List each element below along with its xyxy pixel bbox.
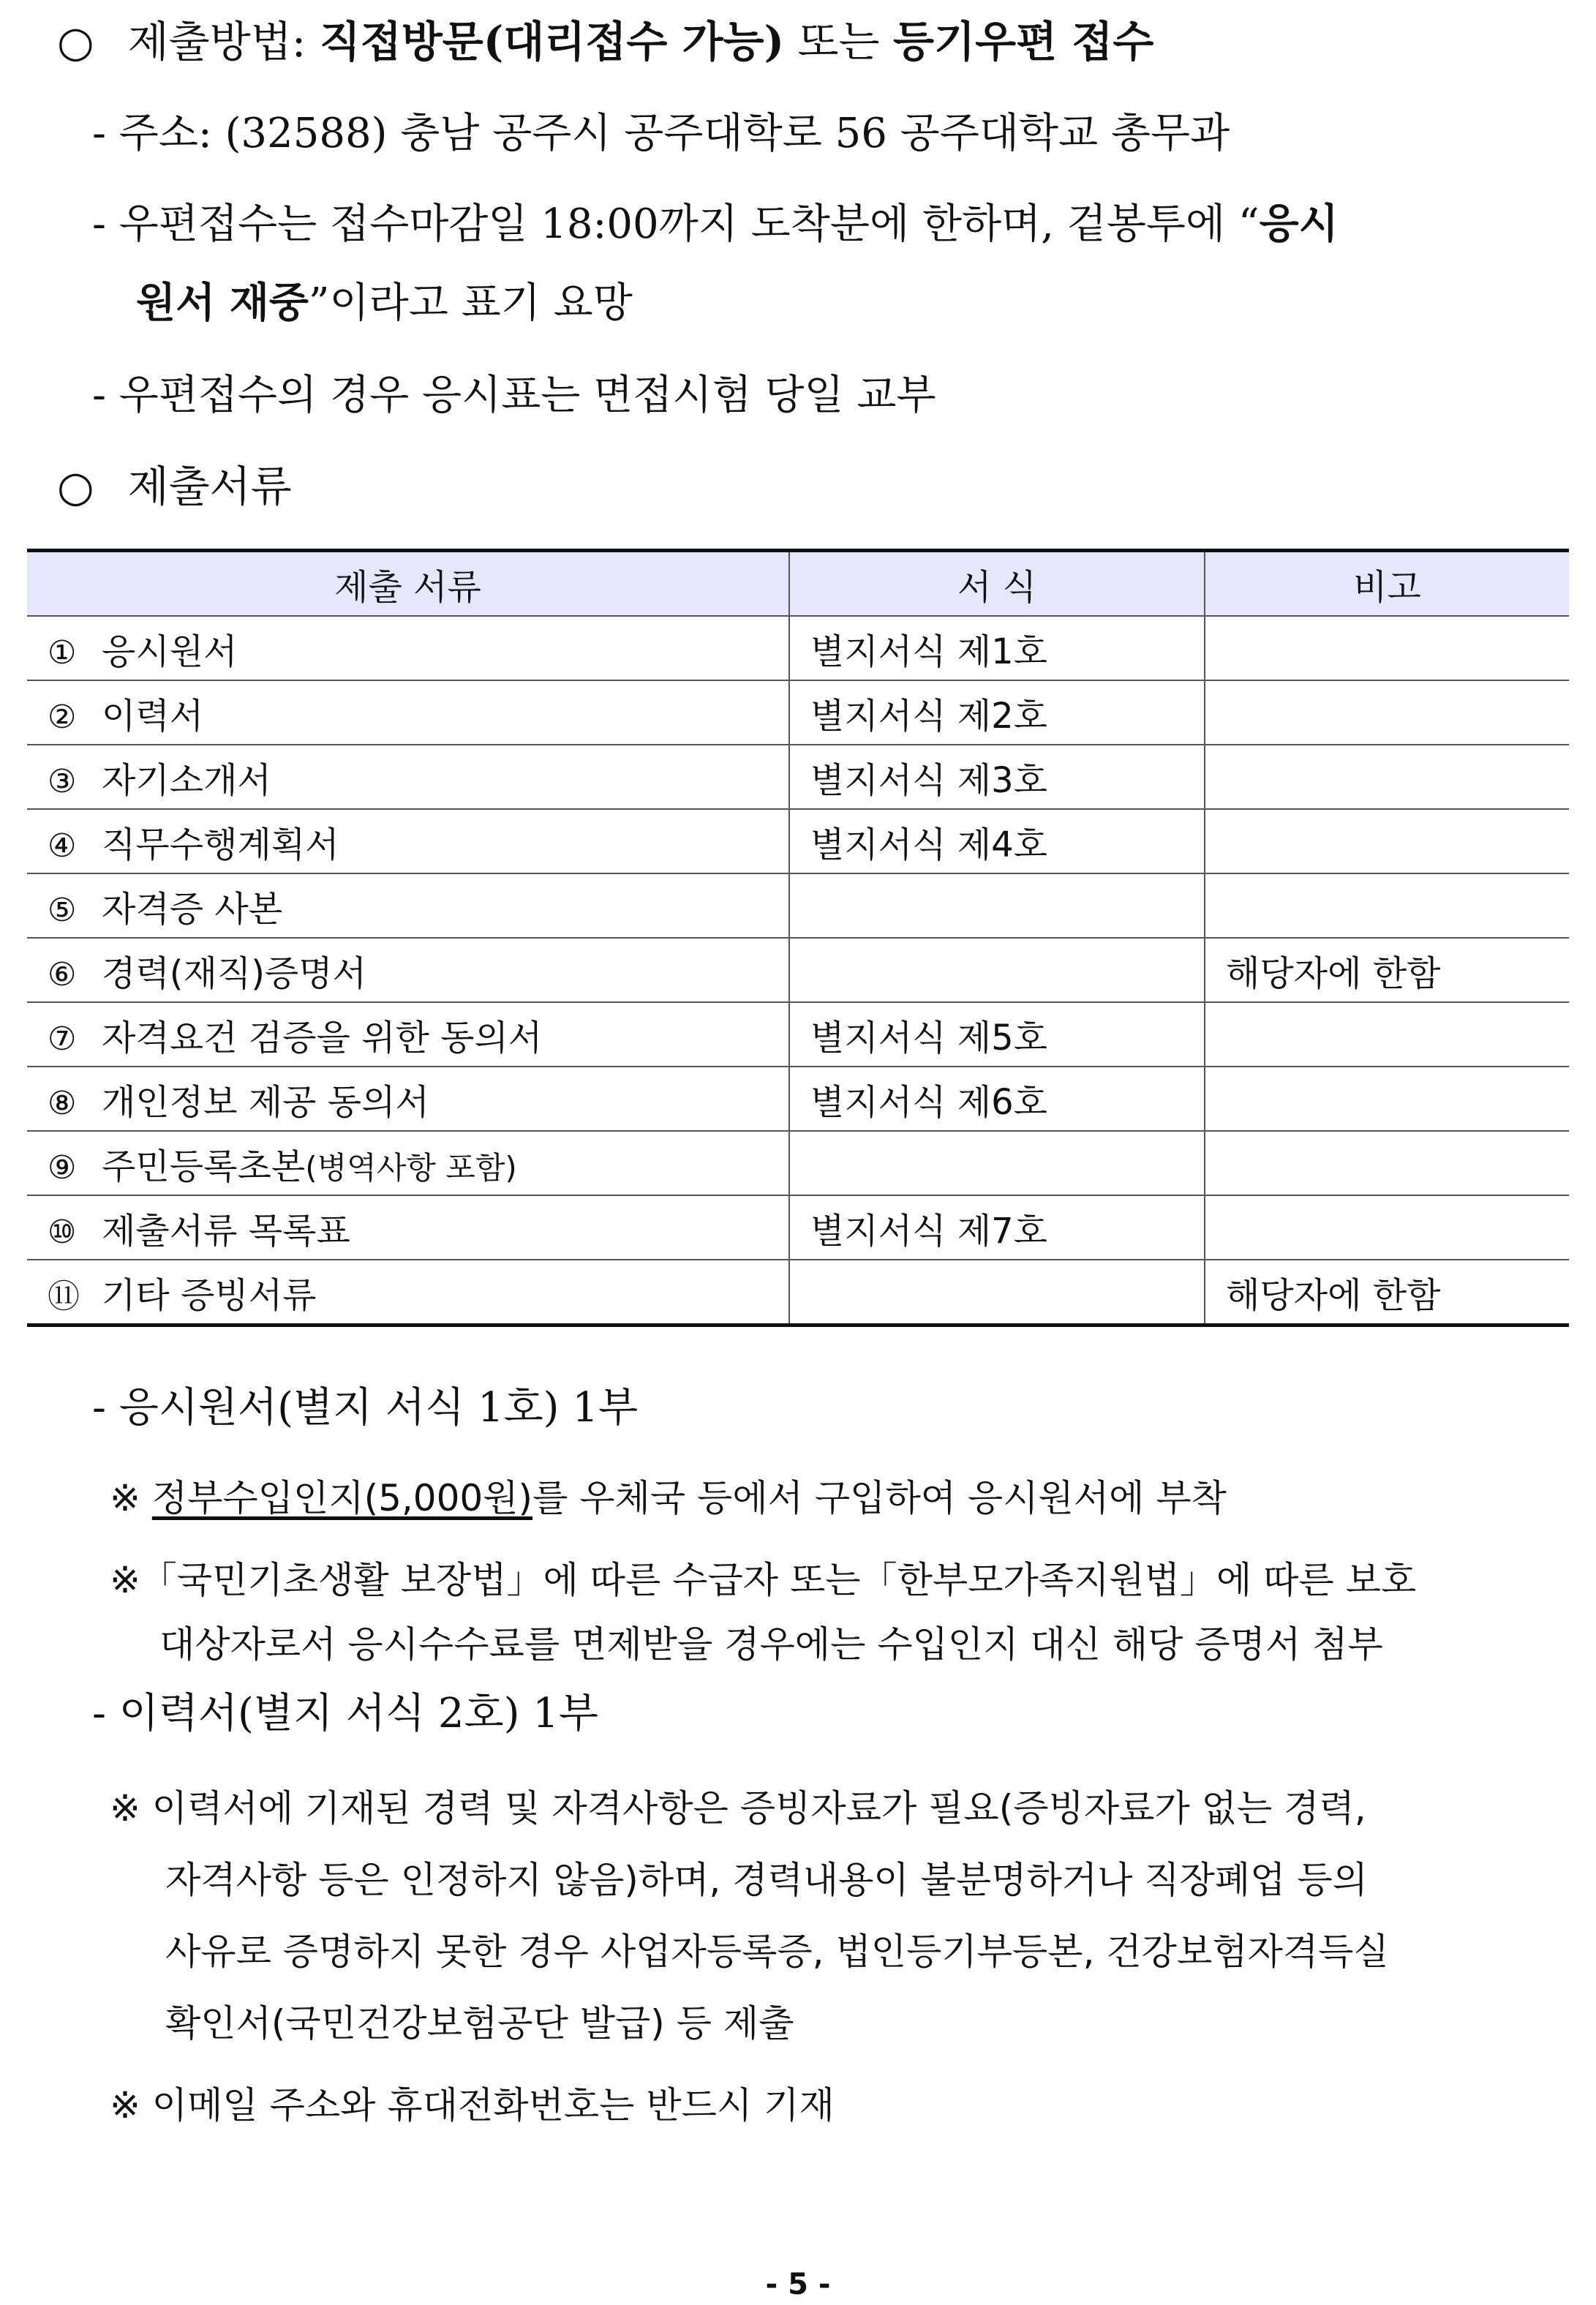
- table-row: [27, 745, 1569, 809]
- table-row: [27, 809, 1569, 873]
- postal-note-line2: [136, 271, 633, 329]
- doc-name: 주민등록초본: [102, 1146, 306, 1187]
- table-row: [27, 1131, 1569, 1195]
- form-cell: 별지서식 제6호: [789, 1067, 1205, 1131]
- table-row: [27, 680, 1569, 745]
- table-row: [27, 1260, 1569, 1326]
- doc-name-cell: [27, 616, 789, 680]
- doc-name: 응시원서: [102, 631, 238, 672]
- doc-name-cell: [27, 809, 789, 873]
- ticket-line: - 우편접수의 경우 응시표는 면접시험 당일 교부: [92, 372, 936, 419]
- doc-name-suffix: (병역사항 포함): [305, 1149, 517, 1186]
- remarks-cell: 해당자에 한함: [1205, 1260, 1569, 1326]
- page-number: - 5 -: [765, 2268, 831, 2301]
- doc-name-cell: [27, 1002, 789, 1067]
- doc-name: 자격증 사본: [102, 888, 283, 930]
- circle-bullet-icon: ○: [57, 17, 94, 67]
- doc-name: 제출서류 목록표: [102, 1210, 350, 1252]
- documents-title-label: 제출서류: [127, 462, 292, 511]
- header-documents: 제출 서류: [27, 551, 789, 617]
- documents-title: [57, 452, 292, 514]
- address-line: - 주소: (32588) 충남 공주시 공주대학로 56 공주대학교 총무과: [92, 110, 1230, 157]
- doc-name-cell: [27, 1195, 789, 1260]
- doc-name-cell: [27, 745, 789, 809]
- method-label: 제출방법:: [127, 17, 320, 67]
- method-registered-mail: 등기우편 접수: [893, 17, 1154, 67]
- doc-name: 직무수행계획서: [102, 824, 339, 865]
- table-row: [27, 1067, 1569, 1131]
- table-row: [27, 873, 1569, 938]
- remarks-cell: [1205, 809, 1569, 873]
- row-number: ③: [48, 762, 77, 800]
- table-row: [27, 1195, 1569, 1260]
- application-form-heading: - 응시원서(별지 서식 1호) 1부: [92, 1384, 639, 1432]
- header-form: 서 식: [789, 551, 1205, 617]
- row-number: ⑦: [48, 1020, 77, 1058]
- doc-name-cell: [27, 680, 789, 745]
- remarks-cell: [1205, 1195, 1569, 1260]
- doc-name-cell: [27, 1131, 789, 1195]
- doc-name: 기타 증빙서류: [102, 1274, 317, 1316]
- doc-name-cell: [27, 1067, 789, 1131]
- doc-name-cell: [27, 938, 789, 1002]
- exemption-note-line1: ※「국민기초생활 보장법」에 따른 수급자 또는「한부모가족지원법」에 따른 보호: [110, 1559, 1417, 1601]
- form-cell: [789, 1131, 1205, 1195]
- form-cell: [789, 873, 1205, 938]
- revenue-stamp-text: 정부수입인지(5,000원): [151, 1477, 533, 1519]
- resume-note-line4: 확인서(국민건강보험공단 발급) 등 제출: [165, 2002, 794, 2045]
- submission-method-line: [57, 7, 1153, 69]
- header-remarks: 비고: [1205, 551, 1569, 617]
- contact-note: ※ 이메일 주소와 휴대전화번호는 반드시 기재: [110, 2084, 835, 2127]
- form-cell: 별지서식 제5호: [789, 1002, 1205, 1067]
- remarks-cell: [1205, 745, 1569, 809]
- doc-name-cell: [27, 873, 789, 938]
- doc-name: 경력(재직)증명서: [102, 952, 367, 994]
- method-proxy-note: (대리접수 가능): [483, 17, 785, 67]
- exemption-note-line2: 대상자로서 응시수수료를 면제받을 경우에는 수입인지 대신 해당 증명서 첨부: [159, 1623, 1383, 1666]
- row-number: ②: [48, 698, 77, 736]
- form-cell: 별지서식 제3호: [789, 745, 1205, 809]
- doc-name: 자격요건 검증을 위한 동의서: [102, 1017, 543, 1059]
- remarks-cell: [1205, 873, 1569, 938]
- postal-note-line1: [92, 192, 1570, 250]
- form-cell: [789, 938, 1205, 1002]
- remarks-cell: [1205, 1067, 1569, 1131]
- postal-note-text2: ”이라고 표기 요망: [308, 279, 633, 327]
- form-cell: 별지서식 제7호: [789, 1195, 1205, 1260]
- form-cell: 별지서식 제2호: [789, 680, 1205, 745]
- row-number: ⑤: [48, 891, 77, 929]
- resume-heading: - 이력서(별지 서식 2호) 1부: [92, 1690, 598, 1737]
- note-mark: ※: [110, 1477, 152, 1519]
- form-cell: 별지서식 제1호: [789, 616, 1205, 680]
- resume-note-line2: 자격사항 등은 인정하지 않음)하며, 경력내용이 불분명하거나 직장폐업 등의: [165, 1859, 1368, 1901]
- remarks-cell: [1205, 680, 1569, 745]
- remarks-cell: [1205, 1002, 1569, 1067]
- method-or: 또는: [784, 17, 894, 67]
- method-direct-visit: 직접방문: [319, 17, 483, 67]
- resume-note-line1: ※ 이력서에 기재된 경력 및 자격사항은 증빙자료가 필요(증빙자료가 없는 경력,: [110, 1787, 1366, 1830]
- form-cell: 별지서식 제4호: [789, 809, 1205, 873]
- stamp-note: [110, 1469, 1227, 1522]
- resume-note-line3: 사유로 증명하지 못한 경우 사업자등록증, 법인등기부등본, 건강보험자격득실: [165, 1930, 1389, 1973]
- doc-name-cell: [27, 1260, 789, 1326]
- doc-name: 자기소개서: [102, 759, 271, 801]
- circle-bullet-icon: ○: [57, 462, 94, 511]
- remarks-cell: 해당자에 한함: [1205, 938, 1569, 1002]
- stamp-note-rest: 를 우체국 등에서 구입하여 응시원서에 부착: [532, 1477, 1227, 1519]
- row-number: ⑥: [48, 955, 77, 993]
- row-number: ⑪: [48, 1277, 80, 1315]
- remarks-cell: [1205, 616, 1569, 680]
- doc-name: 이력서: [102, 695, 204, 737]
- doc-name: 개인정보 제공 동의서: [102, 1081, 429, 1123]
- row-number: ⑩: [48, 1213, 77, 1251]
- form-cell: [789, 1260, 1205, 1326]
- remarks-cell: [1205, 1131, 1569, 1195]
- table-row: [27, 616, 1569, 680]
- row-number: ④: [48, 827, 77, 865]
- table-row: [27, 1002, 1569, 1067]
- row-number: ⑨: [48, 1148, 77, 1187]
- table-row: [27, 938, 1569, 1002]
- table-header-row: [27, 551, 1569, 617]
- row-number: ①: [48, 633, 77, 672]
- row-number: ⑧: [48, 1084, 77, 1122]
- postal-note-bold: 응시: [1259, 200, 1339, 248]
- postal-note-text: - 우편접수는 접수마감일 18:00까지 도착분에 한하며, 겉봉투에 “: [92, 200, 1260, 248]
- documents-table: [27, 549, 1569, 1327]
- postal-note-bold2: 원서 재중: [136, 279, 309, 327]
